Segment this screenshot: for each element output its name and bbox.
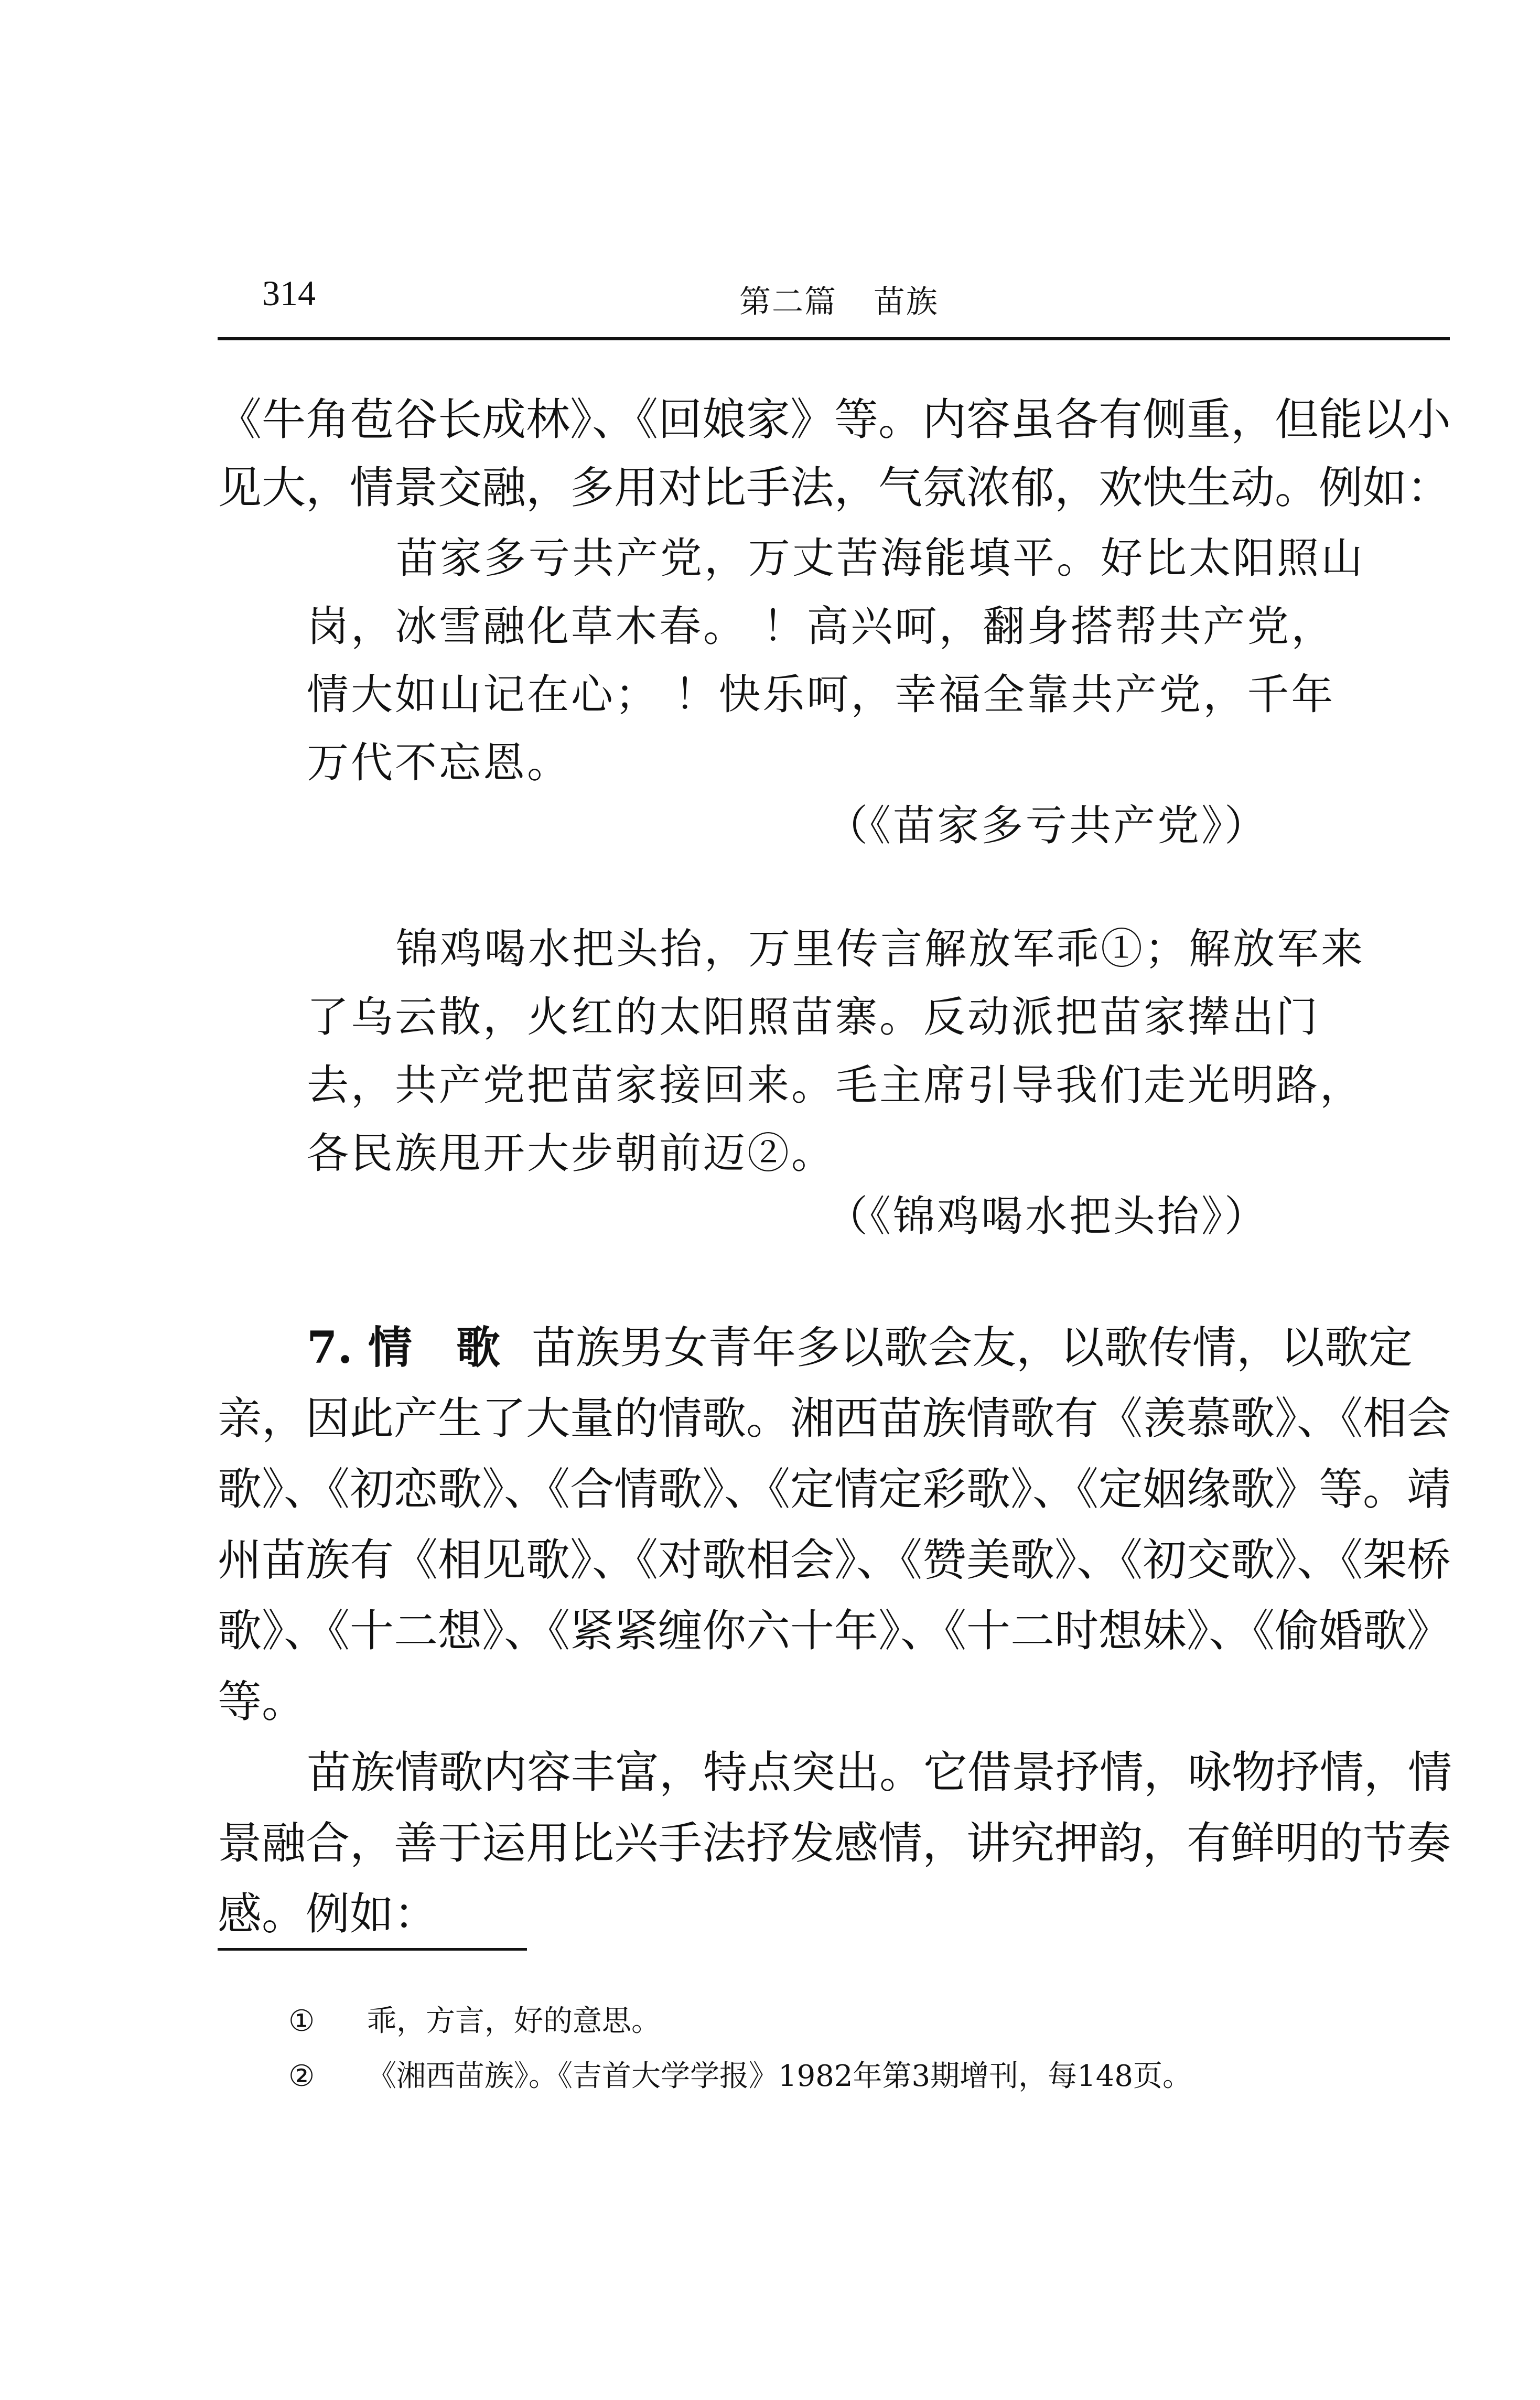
text-line: 州苗族有《相见歌》、《对歌相会》、《赞美歌》、《初交歌》、《架桥	[218, 1534, 1451, 1586]
section-first-line: 苗族男女青年多以歌会友，以歌传情，以歌定	[531, 1322, 1413, 1373]
text-line: 景融合，善于运用比兴手法抒发感情，讲究押韵，有鲜明的节奏	[218, 1817, 1451, 1869]
poem-line: 去，共产党把苗家接回来。毛主席引导我们走光明路，	[307, 1061, 1364, 1110]
poem-line: 各民族甩开大步朝前迈②。	[307, 1129, 835, 1178]
running-head-part: 第二篇	[739, 284, 837, 320]
footnote-text: 乖，方言，好的意思。	[367, 2004, 661, 2038]
text-line: 见大，情景交融，多用对比手法，气氛浓郁，欢快生动。例如：	[218, 462, 1451, 513]
poem-line: 了乌云散，火红的太阳照苗寨。反动派把苗家撵出门	[307, 993, 1320, 1041]
footnote-rule	[218, 1948, 527, 1951]
text-line: 亲，因此产生了大量的情歌。湘西苗族情歌有《羡慕歌》、《相会	[218, 1393, 1451, 1444]
page-number: 314	[262, 273, 316, 313]
text-line: 歌》、《初恋歌》、《合情歌》、《定情定彩歌》、《定姻缘歌》等。靖	[218, 1463, 1451, 1515]
text-line: 歌》、《十二想》、《紧紧缠你六十年》、《十二时想妹》、《偷婚歌》	[218, 1605, 1451, 1656]
text-line: 感。例如：	[218, 1888, 438, 1940]
footnote-text: 《湘西苗族》。《吉首大学学报》1982年第3期增刊，每148页。	[367, 2059, 1192, 2093]
poem-line: 锦鸡喝水把头抬，万里传言解放军乖①；解放军来	[396, 924, 1365, 973]
poem-source: （《苗家多亏共产党》）	[826, 801, 1268, 850]
text-line	[307, 1311, 1413, 1384]
text-line: 等。	[218, 1676, 306, 1727]
footnote-mark: ②	[288, 2059, 315, 2093]
footnote-2	[288, 2053, 1192, 2095]
poem-line: 苗家多亏共产党，万丈苦海能填平。好比太阳照山	[396, 534, 1365, 583]
poem-line: 万代不忘恩。	[307, 738, 571, 787]
section-heading: 7. 情 歌	[307, 1321, 500, 1373]
header-rule	[218, 337, 1450, 340]
footnote-mark: ①	[288, 2004, 315, 2038]
text-line: 《牛角苞谷长成林》、《回娘家》等。内容虽各有侧重，但能以小	[218, 394, 1451, 445]
footnote-1	[288, 1998, 661, 2040]
poem-line: 情大如山记在心； ！快乐呵，幸福全靠共产党，千年	[307, 670, 1336, 719]
running-head	[739, 277, 939, 322]
poem-line: 岗，冰雪融化草木春。 ！高兴呵，翻身搭帮共产党，	[307, 602, 1336, 651]
poem-source: （《锦鸡喝水把头抬》）	[826, 1192, 1268, 1241]
running-head-chapter: 苗族	[874, 284, 939, 320]
text-line: 苗族情歌内容丰富，特点突出。它借景抒情，咏物抒情，情	[307, 1747, 1452, 1798]
